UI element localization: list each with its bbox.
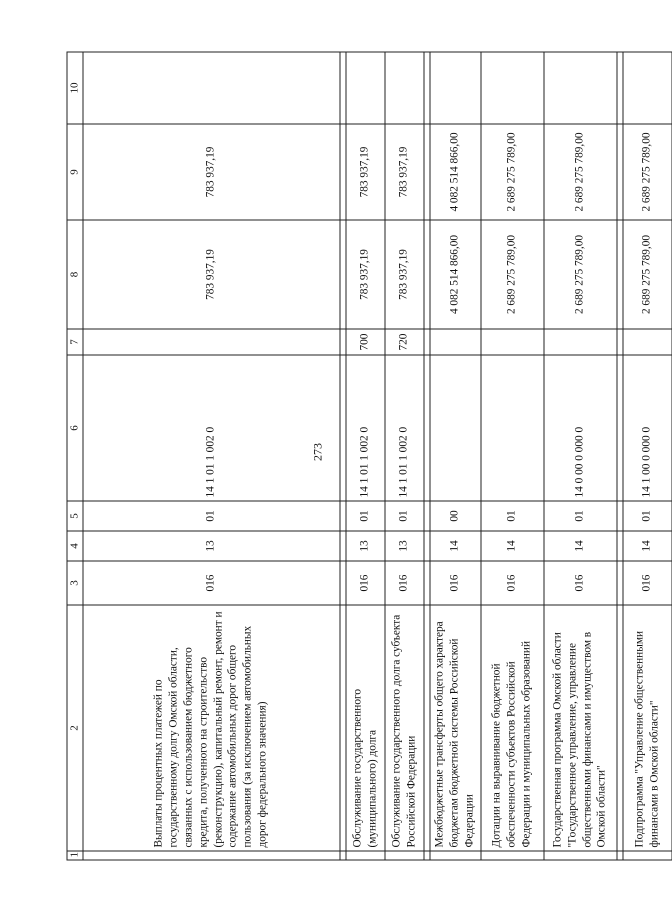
cell-c7 (623, 329, 672, 355)
cell-c7 (83, 329, 340, 355)
row-marker-cell (481, 851, 544, 860)
cell-c5: 01 (83, 501, 340, 531)
cell-c6: 14 1 01 1 002 0 (346, 355, 385, 501)
cell-c7: 700 (346, 329, 385, 355)
cell-c5: 01 (481, 501, 544, 531)
column-header: 1 (67, 851, 83, 860)
row-name: Обслуживание государственного (муниципального) долга (346, 605, 385, 851)
cell-c9: 2 689 275 789,00 (481, 124, 544, 220)
cell-c3: 016 (83, 561, 340, 605)
row-marker-cell (623, 851, 672, 860)
row-name: Выплаты процентных платежей по государственному долгу Омской области, связанных с использованием бюджетного кредита, полученного на строительство (реконструкцию), капитальный ремонт, ремонт и содержание автомобильных дорог общего пользования (за исключением автомобильных дорог федерального значения) (83, 605, 340, 851)
table-row (385, 52, 424, 860)
row-marker-cell (544, 851, 617, 860)
cell-c10 (430, 52, 481, 124)
row-name: Обслуживание государственного долга субъекта Российской Федерации (385, 605, 424, 851)
cell-c6 (481, 355, 544, 501)
cell-c8: 4 082 514 866,00 (430, 220, 481, 329)
cell-c4: 14 (623, 531, 672, 561)
cell-c6: 14 1 00 0 000 0 (623, 355, 672, 501)
row-name: Государственная программа Омской области "Государственное управление, управление общественными финансами и имуществом в Омской области" (544, 605, 617, 851)
cell-c10 (544, 52, 617, 124)
cell-c4: 14 (430, 531, 481, 561)
cell-c3: 016 (544, 561, 617, 605)
column-header: 5 (67, 501, 83, 531)
row-name: Подпрограмма "Управление общественными финансами в Омской области" (623, 605, 672, 851)
cell-c3: 016 (385, 561, 424, 605)
cell-c4: 14 (481, 531, 544, 561)
cell-c3: 016 (481, 561, 544, 605)
table-row (430, 52, 481, 860)
cell-c10 (623, 52, 672, 124)
cell-c7 (430, 329, 481, 355)
cell-c5: 00 (430, 501, 481, 531)
column-header: 6 (67, 355, 83, 501)
cell-c3: 016 (430, 561, 481, 605)
budget-table (67, 51, 672, 860)
cell-c5: 01 (346, 501, 385, 531)
cell-c5: 01 (623, 501, 672, 531)
cell-c8: 783 937,19 (385, 220, 424, 329)
cell-c6: 14 0 00 0 000 0 (544, 355, 617, 501)
cell-c9: 2 689 275 789,00 (623, 124, 672, 220)
cell-c4: 14 (544, 531, 617, 561)
cell-c4: 13 (83, 531, 340, 561)
cell-c7 (481, 329, 544, 355)
table-row (544, 52, 617, 860)
cell-c10 (385, 52, 424, 124)
table-row (481, 52, 544, 860)
column-header: 2 (67, 605, 83, 851)
cell-c4: 13 (346, 531, 385, 561)
cell-c6 (430, 355, 481, 501)
cell-c9: 783 937,19 (346, 124, 385, 220)
cell-c10 (346, 52, 385, 124)
cell-c3: 016 (346, 561, 385, 605)
row-marker-cell (385, 851, 424, 860)
cell-c6: 14 1 01 1 002 0 (83, 355, 340, 501)
row-name: Межбюджетные трансферты общего характера бюджетам бюджетной системы Российской Федерации (430, 605, 481, 851)
cell-c8: 783 937,19 (83, 220, 340, 329)
cell-c7: 720 (385, 329, 424, 355)
table-row (623, 52, 672, 860)
table-row (346, 52, 385, 860)
column-header: 3 (67, 561, 83, 605)
column-number-row (67, 52, 83, 860)
cell-c9: 783 937,19 (83, 124, 340, 220)
cell-c10 (83, 52, 340, 124)
cell-c9: 783 937,19 (385, 124, 424, 220)
cell-c8: 2 689 275 789,00 (623, 220, 672, 329)
cell-c7 (544, 329, 617, 355)
cell-c5: 01 (544, 501, 617, 531)
cell-c8: 2 689 275 789,00 (544, 220, 617, 329)
cell-c4: 13 (385, 531, 424, 561)
cell-c8: 2 689 275 789,00 (481, 220, 544, 329)
cell-c8: 783 937,19 (346, 220, 385, 329)
cell-c10 (481, 52, 544, 124)
row-name: Дотации на выравнивание бюджетной обеспеченности субъектов Российской Федерации и муниципальных образований (481, 605, 544, 851)
page-number: 273 (310, 443, 325, 461)
cell-c9: 2 689 275 789,00 (544, 124, 617, 220)
column-header: 9 (67, 124, 83, 220)
row-marker-cell (346, 851, 385, 860)
column-header: 8 (67, 220, 83, 329)
cell-c5: 01 (385, 501, 424, 531)
column-header: 10 (67, 52, 83, 124)
budget-table-frame (67, 52, 661, 860)
cell-c6: 14 1 01 1 002 0 (385, 355, 424, 501)
column-header: 7 (67, 329, 83, 355)
row-marker-cell (83, 851, 340, 860)
column-header: 4 (67, 531, 83, 561)
row-marker-cell (430, 851, 481, 860)
table-row (83, 52, 340, 860)
cell-c9: 4 082 514 866,00 (430, 124, 481, 220)
cell-c3: 016 (623, 561, 672, 605)
